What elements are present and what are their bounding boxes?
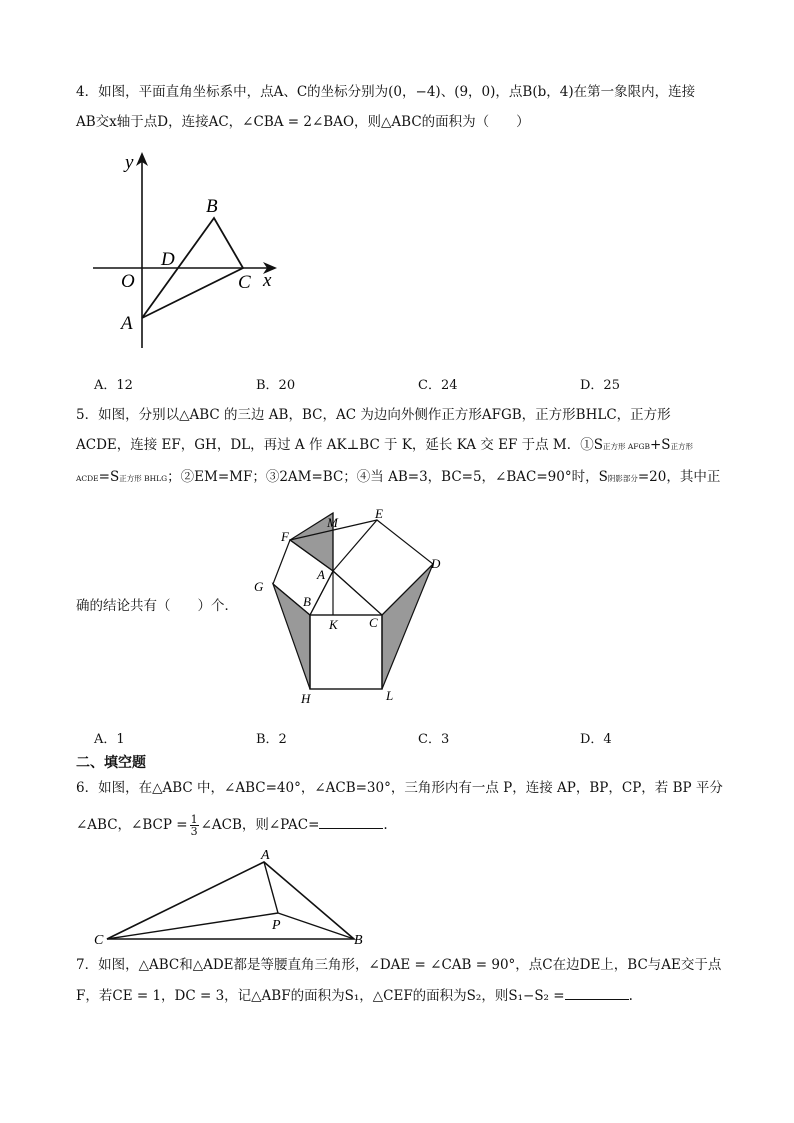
q7-answer-blank [565, 987, 629, 1000]
q5-M-label: M [327, 515, 338, 530]
q5-D-label: D [431, 556, 441, 571]
q5-H-label: H [301, 691, 311, 706]
q5-A-label: A [317, 567, 325, 582]
q6-figure [90, 845, 380, 950]
q5-L-label: L [386, 688, 394, 703]
q5-G-label: G [254, 579, 264, 594]
q4-O-label: O [121, 271, 135, 292]
q5-figure [245, 505, 465, 710]
q6-line2: ∠ABC，∠BCP = $\frac{1}{3}$ ∠ACB，则∠PAC= . [76, 813, 388, 838]
q5-C-label: C [369, 615, 378, 630]
q7-line1: 7．如图，△ABC和△ADE都是等腰直角三角形，∠DAE = ∠CAB = 90°，点C在边DE上，BC与AE交于点 [76, 957, 722, 973]
q5-line2: ACDE，连接 EF，GH，DL，再过 A 作 AK⊥BC 于 K，延长 KA 交 EF 于点 M．①S正方形 AFGB+S正方形 [76, 437, 694, 453]
q5-E-label: E [375, 506, 383, 521]
q7-line2: F，若CE = 1，DC = 3，记△ABF的面积为S₁，△CEF的面积为S₂，则S₁−S₂ = . [76, 988, 633, 1004]
q4-B-label: B [206, 196, 218, 217]
section-title: 二、填空题 [76, 755, 146, 771]
q4-figure [85, 148, 295, 358]
q4-A-label: A [121, 313, 133, 334]
q4-option-a: A．12 [94, 378, 133, 393]
q5-option-d: D．4 [580, 732, 612, 747]
q4-line2: AB交x轴于点D，连接AC，∠CBA = 2∠BAO，则△ABC的面积为（ ） [76, 114, 530, 130]
q5-option-a: A．1 [94, 732, 125, 747]
q4-option-c: C．24 [418, 378, 458, 393]
q5-line4: 确的结论共有（ ）个． [76, 598, 238, 614]
q4-option-b: B．20 [256, 378, 296, 393]
q5-option-c: C．3 [418, 732, 450, 747]
q6-A-label: A [261, 848, 270, 863]
q6-fraction: $\frac{1}{3}$ [190, 813, 198, 838]
q6-P-label: P [272, 918, 281, 933]
q4-D-label: D [161, 249, 175, 270]
q5-line1: 5．如图，分别以△ABC 的三边 AB，BC，AC 为边向外侧作正方形AFGB，正方形BHLC，正方形 [76, 407, 671, 423]
q4-C-label: C [238, 272, 251, 293]
q6-answer-blank [319, 816, 383, 829]
q5-option-b: B．2 [256, 732, 287, 747]
q6-B-label: B [354, 933, 363, 948]
q5-B-label: B [303, 594, 311, 609]
q5-K-label: K [329, 617, 338, 632]
q4-y-label: y [125, 152, 134, 173]
q6-C-label: C [94, 933, 104, 948]
q6-line1: 6．如图，在△ABC 中，∠ABC=40°，∠ACB=30°，三角形内有一点 P，连接 AP，BP，CP，若 BP 平分 [76, 780, 723, 796]
q5-line3: ACDE=S正方形 BHLG；②EM=MF；③2AM=BC；④当 AB=3，BC=5，∠BAC=90°时，S阴影部分=20，其中正 [76, 469, 721, 485]
q4-x-label: x [263, 270, 272, 291]
q4-option-d: D．25 [580, 378, 620, 393]
q5-F-label: F [281, 529, 289, 544]
q4-line1: 4．如图，平面直角坐标系中，点A、C的坐标分别为(0，−4)、(9，0)，点B(b，4)在第一象限内，连接 [76, 84, 696, 100]
